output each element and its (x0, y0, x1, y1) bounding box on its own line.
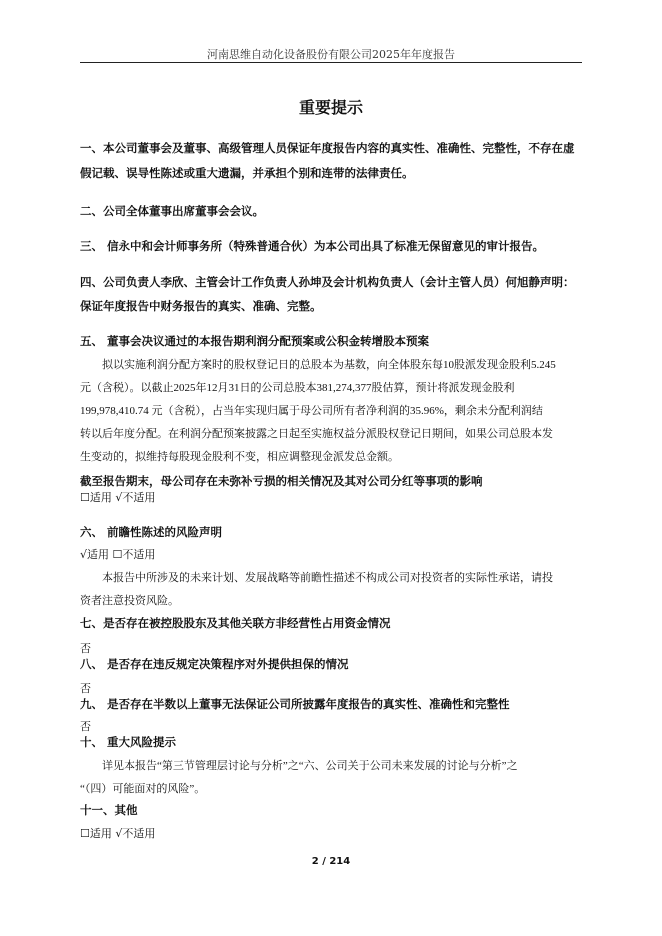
section-6-options: √适用 ☐不适用 (80, 548, 156, 561)
section-5-body-line-2: 元（含税）。以截止2025年12月31日的公司总股本381,274,377股估算，预计将派发现金股利 (80, 382, 515, 394)
section-9-heading: 九、 是否存在半数以上董事无法保证公司所披露年度报告的真实性、准确性和完整性 (80, 697, 510, 711)
section-5-heading: 五、 董事会决议通过的本报告期利润分配预案或公积金转增股本预案 (80, 334, 429, 348)
header-rule (80, 62, 582, 63)
section-4-line-2: 保证年度报告中财务报告的真实、准确、完整。 (80, 299, 322, 313)
section-5-options: ☐适用 √不适用 (80, 491, 156, 504)
section-7-heading: 七、是否存在被控股股东及其他关联方非经营性占用资金情况 (80, 616, 391, 630)
section-7-answer: 否 (80, 643, 91, 655)
section-8-heading: 八、 是否存在违反规定决策程序对外提供担保的情况 (80, 657, 349, 671)
section-5-body-line-3: 199,978,410.74 元（含税），占当年实现归属于母公司所有者净利润的35.96%，剩余未分配利润结 (80, 405, 543, 417)
section-5-body-line-5: 生变动的，拟维持每股现金股利不变，相应调整现金派发总金额。 (80, 451, 399, 463)
section-9-answer: 否 (80, 721, 91, 733)
section-6-heading: 六、 前瞻性陈述的风险声明 (80, 525, 223, 539)
section-6-body-line-2: 资者注意投资风险。 (80, 595, 179, 607)
section-1-line-1: 一、本公司董事会及董事、高级管理人员保证年度报告内容的真实性、准确性、完整性，不存在虚 (80, 141, 575, 155)
section-4-line-1: 四、公司负责人李欣、主管会计工作负责人孙坤及会计机构负责人（会计主管人员）何旭静声明： (80, 275, 575, 289)
section-5-body-line-1: 拟以实施利润分配方案时的股权登记日的总股本为基数，向全体股东每10股派发现金股利5.245 (102, 359, 556, 371)
section-11-heading: 十一、其他 (80, 803, 138, 817)
section-3: 三、 信永中和会计师事务所（特殊普通合伙）为本公司出具了标准无保留意见的审计报告。 (80, 239, 544, 253)
section-1-line-2: 假记载、误导性陈述或重大遗漏，并承担个别和连带的法律责任。 (80, 166, 414, 180)
page-number: 2 / 214 (311, 856, 351, 867)
section-11-options: ☐适用 √不适用 (80, 827, 156, 840)
section-10-heading: 十、 重大风险提示 (80, 735, 177, 749)
running-header: 河南思维自动化设备股份有限公司2025年年度报告 (207, 48, 455, 61)
section-10-body-line-1: 详见本报告“第三节管理层讨论与分析”之“六、公司关于公司未来发展的讨论与分析”之 (102, 760, 518, 772)
page-title: 重要提示 (298, 98, 363, 117)
section-2: 二、公司全体董事出席董事会会议。 (80, 204, 264, 218)
section-8-answer: 否 (80, 683, 91, 695)
section-10-body-line-2: “（四）可能面对的风险”。 (80, 783, 206, 795)
section-5-subheading: 截至报告期末，母公司存在未弥补亏损的相关情况及其对公司分红等事项的影响 (80, 474, 483, 488)
section-5-body-line-4: 转以后年度分配。在利润分配预案披露之日起至实施权益分派股权登记日期间，如果公司总股本发 (80, 428, 553, 440)
section-6-body-line-1: 本报告中所涉及的未来计划、发展战略等前瞻性描述不构成公司对投资者的实际性承诺，请投 (102, 572, 553, 584)
